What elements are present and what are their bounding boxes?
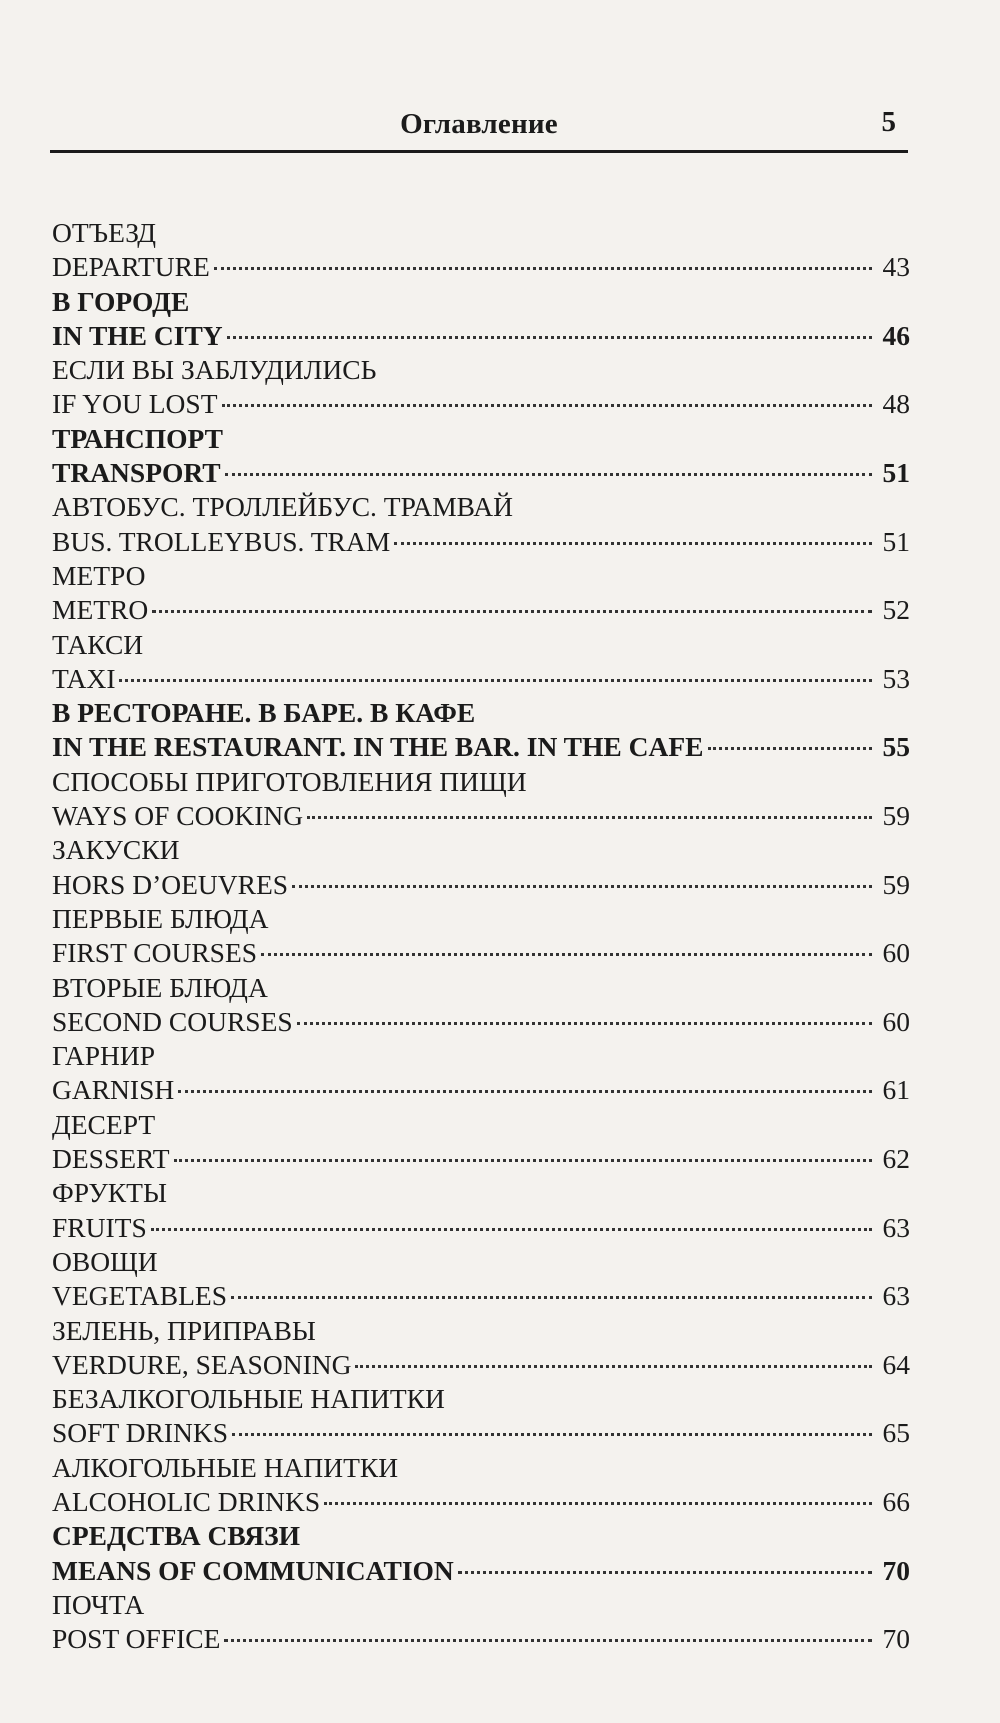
- toc-entry-russian-title: ДЕСЕРТ: [52, 1108, 156, 1140]
- toc-entry-english-line: [52, 250, 910, 284]
- dot-leader: [307, 816, 872, 819]
- toc-entry: [52, 1451, 910, 1520]
- toc-entry-english-line: [52, 1348, 910, 1382]
- dot-leader: [214, 267, 872, 270]
- toc-entry-page-number: 63: [882, 1280, 910, 1312]
- toc-entry-page-number: 59: [882, 800, 910, 832]
- dot-leader: [708, 747, 873, 750]
- toc-entry: [52, 490, 910, 559]
- toc-entry-russian-title: ОТЪЕЗД: [52, 217, 157, 248]
- dot-leader: [394, 542, 872, 545]
- toc-entry: [52, 1382, 910, 1451]
- toc-entry-english-line: [52, 1554, 910, 1588]
- toc-entry-english-title: FIRST COURSES: [52, 937, 258, 969]
- toc-entry-russian-title: СПОСОБЫ ПРИГОТОВЛЕНИЯ ПИЩИ: [52, 765, 527, 797]
- dot-leader: [222, 404, 872, 407]
- toc-entry-russian-title: ВТОРЫЕ БЛЮДА: [52, 971, 268, 1003]
- toc-entry-russian-title: БЕЗАЛКОГОЛЬНЫЕ НАПИТКИ: [52, 1383, 445, 1415]
- page-header: [50, 108, 908, 152]
- toc-entry-english-line: [52, 730, 910, 764]
- toc-entry-english-title: TAXI: [52, 662, 116, 694]
- table-of-contents: [52, 216, 910, 1656]
- toc-entry-english-line: [52, 1005, 910, 1039]
- toc-entry-english-title: DESSERT: [52, 1143, 170, 1175]
- toc-entry-page-number: 43: [882, 251, 910, 283]
- toc-entry-english-line: [52, 1485, 910, 1519]
- toc-entry-english-line: [52, 1279, 910, 1313]
- toc-entry-russian-title: АЛКОГОЛЬНЫЕ НАПИТКИ: [52, 1451, 399, 1483]
- toc-entry-english-line: [52, 936, 910, 970]
- toc-entry-russian-title: МЕТРО: [52, 559, 146, 591]
- toc-entry: [52, 696, 910, 765]
- dot-leader: [152, 610, 872, 613]
- toc-entry-russian-title: ОВОЩИ: [52, 1245, 158, 1277]
- toc-entry: [52, 422, 910, 491]
- toc-entry-page-number: 70: [882, 1623, 910, 1655]
- toc-entry: [52, 1314, 910, 1383]
- toc-entry-page-number: 66: [882, 1485, 910, 1517]
- toc-entry-page-number: 64: [882, 1348, 910, 1380]
- dot-leader: [458, 1571, 872, 1574]
- toc-entry: [52, 353, 910, 422]
- dot-leader: [225, 473, 872, 476]
- toc-entry-english-title: ALCOHOLIC DRINKS: [52, 1485, 321, 1517]
- toc-entry: [52, 1245, 910, 1314]
- toc-entry-english-title: FRUITS: [52, 1211, 147, 1243]
- toc-entry-english-line: [52, 593, 910, 627]
- toc-entry-english-title: POST OFFICE: [52, 1623, 221, 1655]
- toc-entry-russian-title: В РЕСТОРАНЕ. В БАРЕ. В КАФЕ: [52, 697, 476, 729]
- toc-entry: [52, 902, 910, 971]
- page-title: Оглавление: [400, 108, 558, 140]
- toc-entry-english-title: IN THE RESTAURANT. IN THE BAR. IN THE CAFE: [52, 731, 704, 763]
- toc-entry-english-line: [52, 319, 910, 353]
- dot-leader: [297, 1022, 872, 1025]
- toc-entry-page-number: 65: [882, 1417, 910, 1449]
- toc-entry-english-title: HORS D’OEUVRES: [52, 868, 289, 900]
- header-rule: [50, 150, 908, 153]
- toc-entry-page-number: 52: [882, 594, 910, 626]
- toc-entry-russian-title: СРЕДСТВА СВЯЗИ: [52, 1520, 301, 1552]
- toc-entry-page-number: 60: [882, 1005, 910, 1037]
- toc-entry: [52, 1519, 910, 1588]
- toc-entry-english-title: BUS. TROLLEYBUS. TRAM: [52, 525, 391, 557]
- dot-leader: [151, 1228, 872, 1231]
- toc-entry-page-number: 48: [882, 388, 910, 420]
- dot-leader: [292, 885, 872, 888]
- toc-entry: [52, 1108, 910, 1177]
- toc-entry-page-number: 62: [882, 1143, 910, 1175]
- toc-entry-russian-title: ЗЕЛЕНЬ, ПРИПРАВЫ: [52, 1314, 316, 1346]
- toc-entry-page-number: 59: [882, 868, 910, 900]
- toc-entry-english-title: IF YOU LOST: [52, 388, 218, 420]
- toc-entry-english-title: MEANS OF COMMUNICATION: [52, 1554, 454, 1586]
- toc-entry-english-title: VERDURE, SEASONING: [52, 1348, 352, 1380]
- toc-entry: [52, 1039, 910, 1108]
- toc-entry-english-title: METRO: [52, 594, 149, 626]
- toc-entry-page-number: 63: [882, 1211, 910, 1243]
- toc-entry-russian-title: ТРАНСПОРТ: [52, 422, 223, 454]
- toc-entry-russian-title: ЕСЛИ ВЫ ЗАБЛУДИЛИСЬ: [52, 354, 377, 386]
- toc-entry-english-line: [52, 662, 910, 696]
- toc-entry-page-number: 60: [882, 937, 910, 969]
- toc-entry-english-line: [52, 387, 910, 421]
- toc-entry-page-number: 51: [882, 525, 910, 557]
- dot-leader: [232, 1433, 872, 1436]
- toc-entry-page-number: 55: [882, 731, 910, 763]
- dot-leader: [224, 1639, 872, 1642]
- toc-entry-english-line: [52, 525, 910, 559]
- toc-entry-english-title: TRANSPORT: [52, 457, 221, 489]
- toc-entry-page-number: 61: [882, 1074, 910, 1106]
- toc-entry-english-title: VEGETABLES: [52, 1280, 228, 1312]
- toc-entry: [52, 1176, 910, 1245]
- toc-entry-english-title: WAYS OF COOKING: [52, 800, 304, 832]
- toc-entry: [52, 628, 910, 697]
- toc-entry-russian-title: ГАРНИР: [52, 1040, 156, 1072]
- dot-leader: [355, 1365, 872, 1368]
- toc-entry-russian-title: В ГОРОДЕ: [52, 285, 190, 317]
- toc-entry-english-title: SOFT DRINKS: [52, 1417, 228, 1449]
- toc-entry-russian-title: ЗАКУСКИ: [52, 834, 180, 866]
- page-number: 5: [881, 106, 896, 138]
- toc-entry: [52, 559, 910, 628]
- toc-entry: [52, 765, 910, 834]
- toc-entry-russian-title: АВТОБУС. ТРОЛЛЕЙБУС. ТРАМВАЙ: [52, 491, 514, 523]
- toc-entry-russian-title: ФРУКТЫ: [52, 1177, 167, 1209]
- toc-entry-english-line: [52, 1073, 910, 1107]
- toc-entry-russian-title: ПЕРВЫЕ БЛЮДА: [52, 902, 269, 934]
- toc-entry-page-number: 51: [882, 457, 910, 489]
- toc-entry: [52, 285, 910, 354]
- toc-entry-english-line: [52, 1622, 910, 1656]
- dot-leader: [324, 1502, 872, 1505]
- toc-entry-english-title: SECOND COURSES: [52, 1005, 293, 1037]
- toc-entry: [52, 1588, 910, 1657]
- dot-leader: [119, 679, 872, 682]
- toc-entry-english-line: [52, 1142, 910, 1176]
- dot-leader: [231, 1296, 872, 1299]
- dot-leader: [227, 336, 872, 339]
- toc-entry-english-title: GARNISH: [52, 1074, 175, 1106]
- toc-entry-english-line: [52, 456, 910, 490]
- toc-entry-english-line: [52, 799, 910, 833]
- toc-entry-page-number: 70: [882, 1554, 910, 1586]
- toc-entry-page-number: 46: [882, 319, 910, 351]
- toc-entry-english-title: IN THE CITY: [52, 319, 223, 351]
- toc-entry-english-line: [52, 1211, 910, 1245]
- toc-entry-page-number: 53: [882, 662, 910, 694]
- toc-entry: [52, 833, 910, 902]
- toc-entry: [52, 971, 910, 1040]
- dot-leader: [174, 1159, 872, 1162]
- toc-entry-russian-title: ТАКСИ: [52, 628, 144, 660]
- toc-entry-english-line: [52, 1416, 910, 1450]
- toc-entry-russian-title: ПОЧТА: [52, 1588, 145, 1620]
- toc-entry: [52, 216, 910, 285]
- dot-leader: [261, 953, 872, 956]
- toc-entry-english-line: [52, 868, 910, 902]
- toc-entry-english-title: DEPARTURE: [52, 251, 210, 283]
- dot-leader: [178, 1090, 872, 1093]
